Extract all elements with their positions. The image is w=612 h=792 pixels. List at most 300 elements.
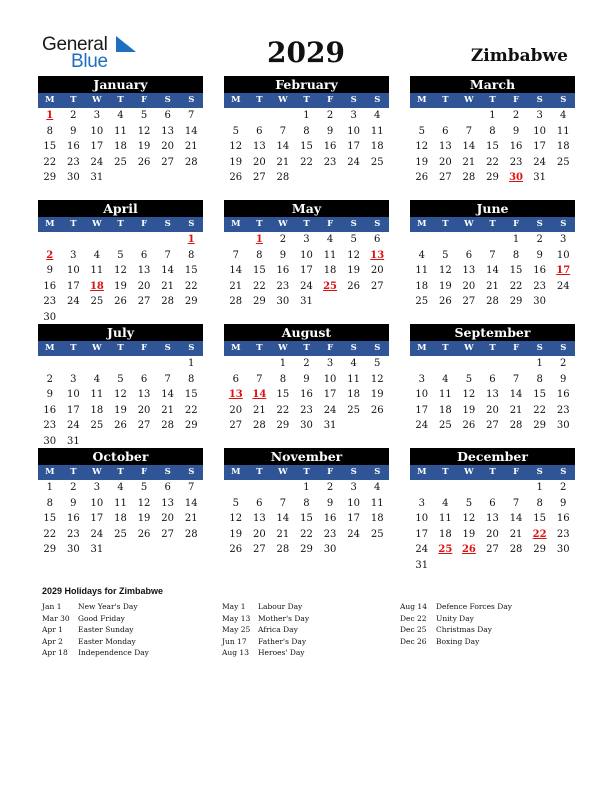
holiday-row (400, 601, 512, 613)
day: 20 (252, 156, 266, 168)
day: 5 (350, 234, 357, 245)
day: 9 (70, 497, 77, 509)
day: 24 (90, 528, 104, 540)
day: 16 (556, 389, 570, 400)
day: 24 (323, 404, 337, 416)
day: 9 (279, 249, 287, 261)
day: 15 (184, 389, 198, 400)
day: 23 (509, 156, 523, 168)
day-grid (410, 232, 575, 310)
day: 23 (323, 156, 337, 168)
day: 5 (140, 482, 148, 493)
weekday-label: S (188, 467, 195, 477)
day: 4 (350, 358, 357, 369)
holiday-row (42, 601, 149, 613)
day: 15 (300, 513, 313, 524)
day: 7 (188, 110, 195, 121)
day: 11 (556, 125, 570, 137)
weekday-label: W (92, 467, 102, 477)
holidays-title: 2029 Holidays for Zimbabwe (42, 586, 164, 596)
day: 4 (93, 249, 101, 261)
empty-cell (410, 356, 434, 372)
day: 1 (303, 482, 310, 493)
day: 11 (347, 373, 360, 385)
day: 14 (509, 513, 523, 524)
weekday-label: S (350, 95, 357, 105)
day: 1 (188, 358, 195, 369)
weekday-label: T (489, 343, 496, 353)
day: 21 (509, 404, 523, 416)
holiday-row (42, 647, 149, 659)
day-grid (224, 232, 389, 310)
day-grid (224, 356, 389, 434)
day: 4 (442, 373, 449, 385)
day: 30 (556, 544, 570, 555)
day: 9 (326, 125, 334, 137)
month-title: February (224, 76, 389, 93)
weekday-label: F (327, 343, 334, 353)
weekday-label: F (513, 95, 520, 105)
weekday-label: W (464, 219, 474, 229)
day: 10 (556, 249, 570, 261)
holiday-date: May 1 (222, 602, 246, 611)
day: 18 (323, 265, 337, 276)
empty-cell (109, 356, 133, 372)
day: 8 (279, 373, 287, 385)
weekday-label: M (45, 219, 55, 229)
day: 1 (512, 234, 520, 245)
day: 11 (90, 389, 104, 400)
day: 7 (232, 249, 239, 261)
logo-general-text: General (42, 34, 108, 55)
weekday-label: T (256, 343, 263, 353)
weekday-label: F (513, 467, 520, 477)
day: 3 (536, 110, 543, 121)
day: 2 (279, 234, 287, 245)
day: 8 (303, 497, 310, 509)
weekday-label: S (374, 95, 381, 105)
day: 23 (556, 404, 570, 416)
day: 16 (66, 141, 80, 152)
month-title: August (224, 324, 389, 341)
day: 2 (70, 110, 77, 121)
day: 16 (323, 141, 337, 152)
day: 11 (370, 125, 384, 137)
day: 16 (66, 513, 80, 524)
day: 2 (326, 482, 334, 493)
holiday-day: 30 (509, 172, 524, 183)
day: 3 (350, 482, 357, 493)
day: 4 (117, 482, 124, 493)
weekday-label: F (141, 343, 148, 353)
holiday-day: 17 (556, 265, 571, 276)
day: 6 (489, 497, 496, 509)
weekday-label: F (327, 219, 334, 229)
weekday-label: W (278, 95, 288, 105)
day: 12 (229, 513, 243, 524)
day: 30 (66, 544, 80, 555)
weekday-label: T (70, 467, 77, 477)
day: 17 (347, 141, 360, 152)
day: 28 (509, 420, 523, 431)
day: 10 (347, 125, 360, 137)
day: 12 (114, 265, 127, 276)
weekday-label: W (92, 219, 102, 229)
weekday-label: F (513, 219, 520, 229)
month-title: September (410, 324, 575, 341)
weekday-label: W (464, 467, 474, 477)
day: 2 (303, 358, 310, 369)
day: 16 (509, 141, 523, 152)
month-november (224, 448, 389, 558)
country-name: Zimbabwe (470, 46, 568, 66)
day: 25 (90, 420, 104, 431)
day: 7 (188, 482, 195, 493)
day: 19 (415, 156, 429, 168)
weekday-label: F (327, 467, 334, 477)
empty-cell (410, 108, 434, 124)
day: 18 (370, 513, 384, 524)
weekday-header (224, 217, 389, 232)
day: 22 (276, 404, 290, 416)
empty-cell (224, 356, 248, 372)
empty-cell (457, 356, 481, 372)
day: 15 (43, 141, 57, 152)
weekday-label: M (231, 219, 241, 229)
holiday-day: 1 (187, 234, 195, 245)
day: 7 (512, 373, 520, 385)
day: 25 (556, 156, 570, 168)
day: 20 (161, 141, 174, 152)
weekday-label: S (164, 343, 171, 353)
day: 14 (276, 513, 290, 524)
day: 24 (66, 296, 80, 307)
day: 7 (279, 497, 287, 509)
weekday-label: S (164, 95, 171, 105)
day: 23 (276, 280, 290, 292)
day-grid (224, 108, 389, 186)
day: 10 (300, 249, 313, 261)
day: 21 (161, 280, 174, 292)
day: 28 (276, 172, 290, 183)
day: 29 (43, 172, 57, 183)
day: 30 (533, 296, 546, 307)
day: 17 (300, 265, 313, 276)
holiday-name: Easter Monday (78, 636, 136, 646)
holiday-name: Father's Day (258, 636, 307, 646)
day: 20 (229, 404, 243, 416)
day: 4 (117, 110, 124, 121)
day: 5 (117, 373, 124, 385)
day: 17 (66, 280, 80, 292)
holiday-date: Jun 17 (222, 636, 247, 646)
weekday-label: T (256, 95, 263, 105)
day: 28 (276, 544, 290, 555)
day: 3 (93, 482, 101, 493)
day: 10 (90, 125, 104, 137)
day: 19 (114, 280, 127, 292)
day: 18 (556, 141, 570, 152)
weekday-label: F (141, 467, 148, 477)
weekday-label: T (256, 467, 263, 477)
weekday-label: M (231, 95, 241, 105)
day: 10 (66, 389, 80, 400)
empty-cell (248, 108, 272, 124)
day: 8 (46, 497, 53, 509)
day: 16 (43, 404, 57, 416)
month-august (224, 324, 389, 434)
day: 25 (347, 404, 360, 416)
empty-cell (38, 232, 62, 248)
holiday-date: Apr 18 (42, 648, 68, 657)
day: 1 (489, 110, 496, 121)
day: 9 (512, 125, 520, 137)
day: 29 (300, 544, 313, 555)
day: 8 (489, 125, 496, 137)
day: 6 (164, 110, 171, 121)
day: 21 (184, 141, 198, 152)
empty-cell (132, 356, 156, 372)
weekday-header (410, 465, 575, 480)
empty-cell (224, 108, 248, 124)
weekday-label: S (350, 343, 357, 353)
day: 10 (323, 373, 337, 385)
day: 31 (300, 296, 313, 307)
weekday-label: S (560, 219, 567, 229)
weekday-label: S (536, 95, 543, 105)
day: 24 (300, 280, 313, 292)
day: 2 (560, 358, 567, 369)
holiday-name: Easter Sunday (78, 625, 134, 634)
day: 16 (276, 265, 290, 276)
weekday-label: W (278, 343, 288, 353)
day: 24 (347, 528, 360, 540)
weekday-label: T (303, 467, 310, 477)
day: 31 (90, 544, 104, 555)
day: 30 (43, 311, 57, 323)
day: 12 (229, 141, 243, 152)
day: 20 (438, 156, 452, 168)
holiday-day: 18 (89, 280, 104, 292)
day: 13 (486, 389, 499, 400)
day: 27 (486, 420, 499, 431)
day: 20 (462, 280, 476, 292)
weekday-label: S (560, 95, 567, 105)
day: 31 (415, 559, 429, 571)
empty-cell (481, 480, 505, 496)
day: 24 (347, 156, 360, 168)
month-title: November (224, 448, 389, 465)
day: 6 (140, 249, 148, 261)
day: 22 (533, 404, 546, 416)
holiday-date: Dec 22 (400, 613, 427, 623)
holiday-date: Aug 13 (222, 648, 249, 657)
day: 10 (347, 497, 360, 509)
holiday-name: Heroes' Day (258, 648, 305, 657)
day: 28 (229, 296, 243, 307)
day: 18 (438, 404, 452, 416)
empty-cell (457, 232, 481, 248)
day: 10 (66, 265, 80, 276)
day: 27 (486, 544, 499, 555)
holiday-column (400, 601, 512, 647)
day: 16 (300, 389, 313, 400)
day: 12 (415, 141, 429, 152)
day: 27 (229, 420, 243, 431)
holiday-date: Apr 1 (42, 625, 63, 634)
day: 5 (232, 125, 239, 137)
holiday-column (222, 601, 309, 659)
weekday-label: W (278, 467, 288, 477)
day: 13 (486, 513, 499, 524)
weekday-label: S (374, 343, 381, 353)
day: 6 (232, 373, 239, 385)
day: 8 (536, 497, 543, 509)
day: 3 (418, 373, 425, 385)
holiday-name: Independence Day (78, 648, 149, 657)
day: 10 (415, 513, 429, 524)
weekday-label: F (513, 343, 520, 353)
month-october (38, 448, 203, 558)
empty-cell (85, 356, 109, 372)
day: 14 (276, 141, 290, 152)
day: 15 (276, 389, 290, 400)
logo-blue-text: Blue (71, 51, 108, 72)
day: 24 (415, 544, 429, 555)
day: 9 (536, 249, 543, 261)
weekday-header (38, 93, 203, 108)
weekday-label: S (164, 467, 171, 477)
day: 21 (486, 280, 499, 292)
day: 22 (252, 280, 266, 292)
day: 11 (438, 389, 452, 400)
holiday-day: 25 (323, 280, 338, 292)
day: 5 (465, 497, 473, 509)
day: 28 (161, 296, 174, 307)
day: 27 (137, 420, 151, 431)
day: 15 (509, 265, 523, 276)
day: 8 (188, 249, 195, 261)
empty-cell (271, 480, 295, 496)
day: 26 (114, 296, 127, 307)
day: 3 (350, 110, 357, 121)
empty-cell (109, 232, 133, 248)
day: 6 (256, 497, 263, 509)
day: 13 (137, 265, 151, 276)
day: 18 (90, 404, 104, 416)
weekday-label: S (188, 343, 195, 353)
weekday-label: T (442, 219, 449, 229)
day: 26 (114, 420, 127, 431)
holiday-name: Christmas Day (436, 625, 492, 634)
day: 7 (164, 249, 171, 261)
day: 11 (90, 265, 104, 276)
holiday-date: May 13 (222, 613, 251, 623)
empty-cell (457, 108, 481, 124)
holiday-name: Defence Forces Day (436, 602, 513, 611)
day: 25 (114, 528, 127, 540)
day: 9 (46, 265, 53, 276)
day: 18 (370, 141, 384, 152)
day: 14 (462, 141, 476, 152)
weekday-label: W (464, 343, 474, 353)
empty-cell (457, 480, 481, 496)
empty-cell (434, 232, 458, 248)
day: 8 (256, 249, 263, 261)
day: 16 (43, 280, 57, 292)
day: 19 (462, 404, 476, 416)
month-july (38, 324, 203, 449)
day: 19 (229, 528, 243, 540)
weekday-label: W (92, 343, 102, 353)
month-april (38, 200, 203, 325)
weekday-label: T (70, 95, 77, 105)
day: 29 (184, 420, 198, 431)
day: 24 (90, 156, 104, 168)
empty-cell (156, 232, 180, 248)
day: 16 (556, 513, 570, 524)
day: 7 (512, 497, 520, 509)
month-december (410, 448, 575, 573)
day: 19 (114, 404, 127, 416)
holiday-date: Apr 2 (42, 636, 63, 646)
day: 1 (303, 110, 310, 121)
day: 23 (66, 528, 80, 540)
weekday-header (410, 217, 575, 232)
weekday-label: S (560, 467, 567, 477)
day: 17 (415, 404, 429, 416)
day: 22 (184, 280, 198, 292)
day: 18 (114, 513, 127, 524)
day: 4 (374, 110, 381, 121)
holiday-row (42, 636, 149, 648)
day: 14 (486, 265, 499, 276)
holiday-date: May 25 (222, 625, 251, 634)
empty-cell (62, 356, 86, 372)
day: 4 (326, 234, 334, 245)
day: 9 (303, 373, 310, 385)
day: 5 (442, 249, 449, 261)
empty-cell (248, 356, 272, 372)
day: 1 (536, 482, 543, 493)
day: 26 (370, 404, 384, 416)
day: 17 (90, 141, 104, 152)
day: 20 (161, 513, 174, 524)
day: 5 (374, 358, 381, 369)
weekday-label: T (442, 95, 449, 105)
month-march (410, 76, 575, 186)
weekday-label: S (374, 219, 381, 229)
holiday-day: 13 (370, 249, 385, 261)
day: 27 (161, 156, 174, 168)
day: 29 (43, 544, 57, 555)
day: 27 (462, 296, 476, 307)
day: 24 (556, 280, 570, 292)
day: 9 (560, 373, 567, 385)
holiday-day: 13 (228, 389, 243, 400)
month-january (38, 76, 203, 186)
holiday-day: 14 (252, 389, 267, 400)
weekday-label: S (350, 219, 357, 229)
day: 3 (93, 110, 101, 121)
holiday-row (222, 647, 309, 659)
day: 27 (137, 296, 151, 307)
day: 27 (370, 280, 384, 292)
day: 3 (418, 497, 425, 509)
day: 25 (438, 420, 452, 431)
day: 24 (66, 420, 80, 431)
day: 4 (93, 373, 101, 385)
